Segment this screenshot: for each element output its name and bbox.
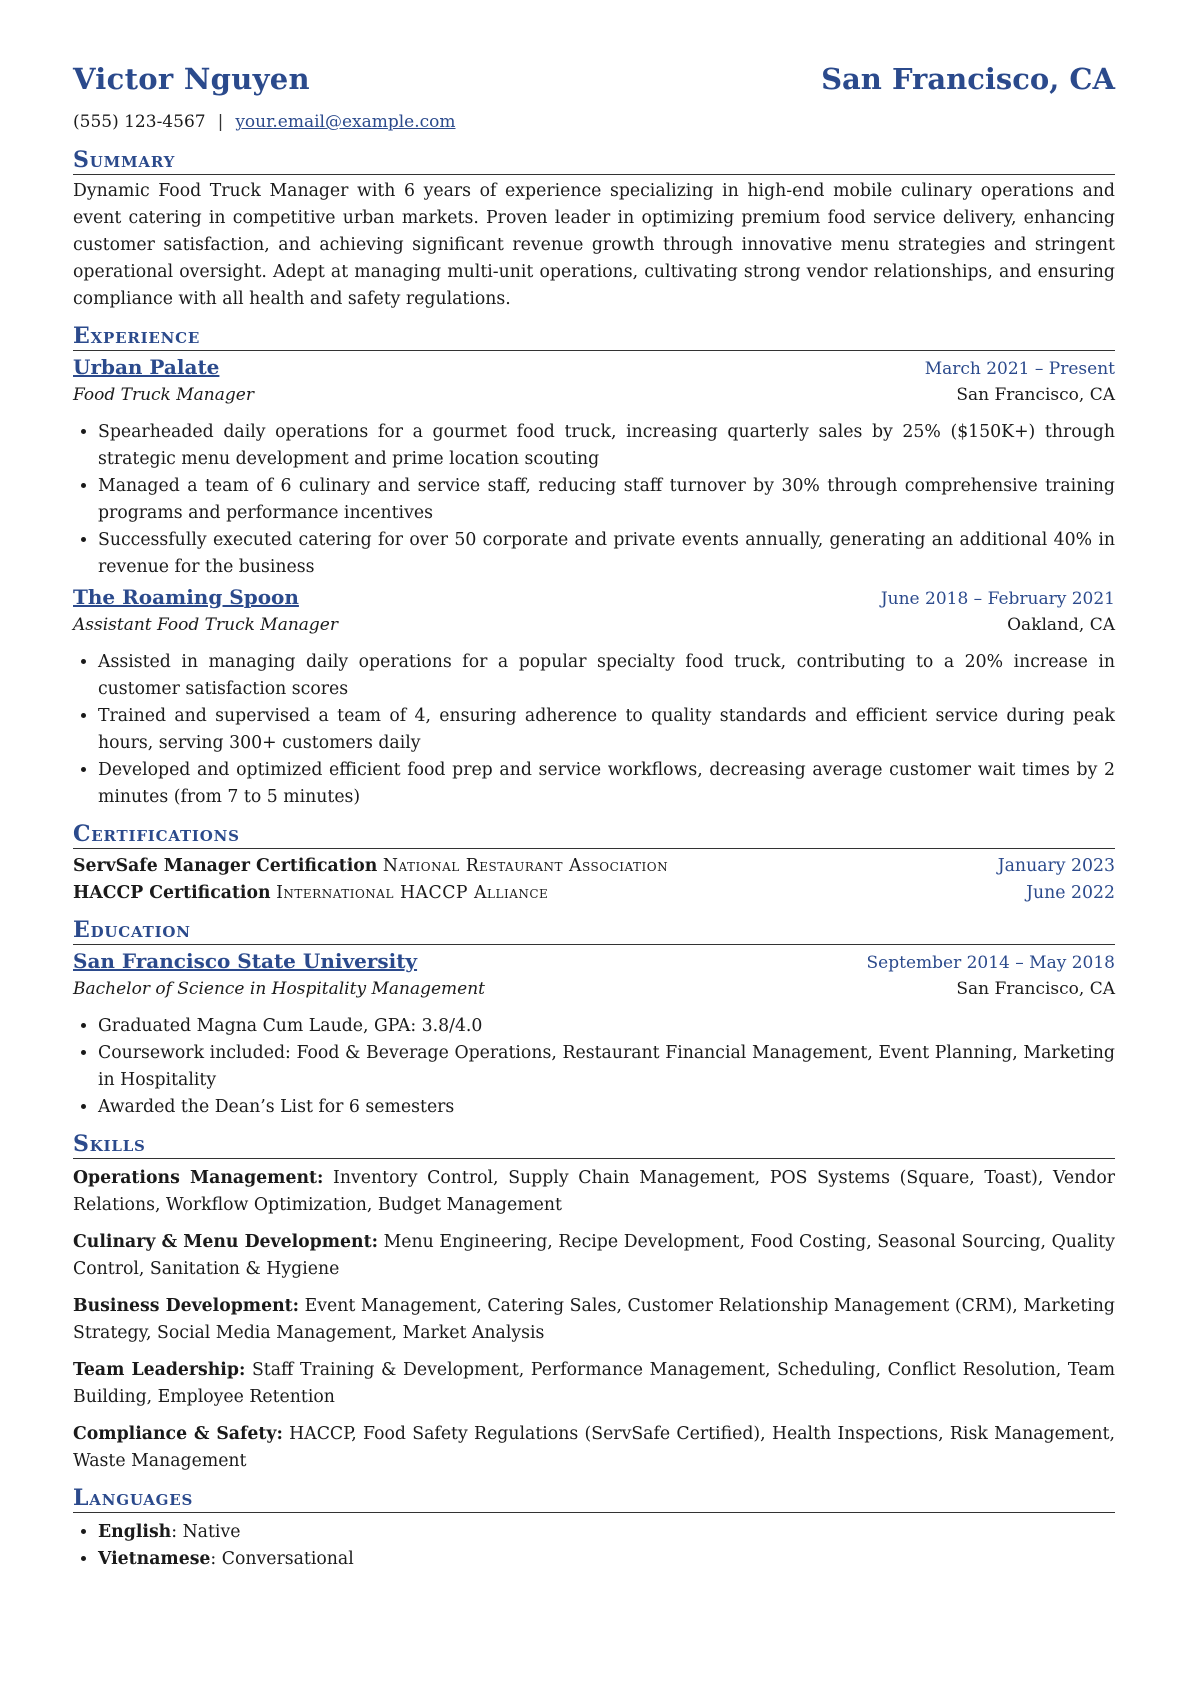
skill-category: Culinary & Menu Development: [73,1232,378,1252]
certification-date: January 2023 [997,856,1115,876]
certification-name: ServSafe Manager Certification [73,856,378,876]
list-item [98,1546,1115,1573]
certification-date: June 2022 [1026,883,1115,903]
skills-list [73,1165,1115,1475]
skill-category: Operations Management: [73,1168,324,1188]
certification-list [73,853,1115,907]
phone: (555) 123-4567 [73,112,206,132]
education-location: San Francisco, CA [956,979,1115,999]
list-item: • Assisted in managing daily operations for a popular specialty food truck, contributing to a 20% increase in customer satisfaction scores [98,649,1115,703]
language-level: : Conversational [210,1549,354,1569]
list-item [98,1519,1115,1546]
skill-items: Event Management, Catering Sales, Customer Relationship Management (CRM), Marketing Strategy, Social Media Management, Market Analysis [73,1296,1115,1343]
bullet-list [73,649,1115,811]
list-item: • Developed and optimized efficient food prep and service workflows, decreasing average customer wait times by 2 minutes (from 7 to 5 minutes) [98,757,1115,811]
list-item: • Spearheaded daily operations for a gourmet food truck, increasing quarterly sales by 25% ($150K+) through strategic menu development and prime location scouting [98,419,1115,473]
skill-group [73,1165,1115,1219]
skill-category: Team Leadership: [73,1360,246,1380]
bullet-list [73,1013,1115,1121]
list-item: • Coursework included: Food & Beverage Operations, Restaurant Financial Management, Event Planning, Marketing in Hospitality [98,1040,1115,1094]
job-title: Food Truck Manager [73,385,254,405]
skill-group [73,1357,1115,1411]
skill-group [73,1421,1115,1475]
job-location: San Francisco, CA [956,385,1115,405]
section-certifications-heading: Certifications [73,821,1115,849]
skill-items: HACCP, Food Safety Regulations (ServSafe Certified), Health Inspections, Risk Management, Waste Management [73,1424,1115,1471]
section-skills-heading: Skills [73,1131,1115,1159]
experience-entry [73,355,1115,581]
employment-dates: March 2021 – Present [924,359,1115,379]
education-dates: September 2014 – May 2018 [866,953,1115,973]
email-link[interactable]: your.email@example.com [235,112,456,132]
certification-issuer: International HACCP Alliance [276,883,549,903]
skill-items: Inventory Control, Supply Chain Management, POS Systems (Square, Toast), Vendor Relations, Workflow Optimization, Budget Management [73,1168,1115,1215]
language-list [73,1519,1115,1573]
section-experience-heading: Experience [73,323,1115,351]
certification-name: HACCP Certification [73,883,271,903]
job-location: Oakland, CA [1007,615,1115,635]
language-level: : Native [171,1522,241,1542]
candidate-city: San Francisco, CA [821,62,1115,96]
skill-category: Compliance & Safety: [73,1424,283,1444]
employment-dates: June 2018 – February 2021 [880,589,1115,609]
summary-text: Dynamic Food Truck Manager with 6 years of experience specializing in high-end mobile culinary operations and event catering in competitive urban markets. Proven leader in optimizing premium food service delivery, enhancing customer satisfaction, and achieving significant revenue growth through innovative menu strategies and stringent operational oversight. Adept at managing multi-unit operations, cultivating strong vendor relationships, and ensuring compliance with all health and safety regulations. [73,181,1115,309]
list-item: • Successfully executed catering for over 50 corporate and private events annually, generating an additional 40% in revenue for the business [98,527,1115,581]
section-summary-heading: Summary [73,147,1115,175]
list-item: • Trained and supervised a team of 4, ensuring adherence to quality standards and efficient service during peak hours, serving 300+ customers daily [98,703,1115,757]
degree: Bachelor of Science in Hospitality Management [73,979,485,999]
certification-row [73,853,1115,880]
skill-items: Staff Training & Development, Performance Management, Scheduling, Conflict Resolution, Team Building, Employee Retention [73,1360,1115,1407]
education-entry [73,949,1115,1121]
language-name: English [98,1522,172,1542]
skill-group [73,1229,1115,1283]
section-languages-heading: Languages [73,1485,1115,1513]
list-item: • Managed a team of 6 culinary and service staff, reducing staff turnover by 30% through comprehensive training programs and performance incentives [98,473,1115,527]
employer-name[interactable]: Urban Palate [73,355,220,379]
contact-separator: | [217,112,224,132]
contact-line [73,108,1115,136]
list-item: • Awarded the Dean’s List for 6 semesters [98,1094,1115,1121]
list-item: • Graduated Magna Cum Laude, GPA: 3.8/4.0 [98,1013,1115,1040]
section-education-heading: Education [73,917,1115,945]
skill-items: Menu Engineering, Recipe Development, Food Costing, Seasonal Sourcing, Quality Control, Sanitation & Hygiene [73,1232,1115,1279]
bullet-list [73,419,1115,581]
language-name: Vietnamese [98,1549,211,1569]
school-name[interactable]: San Francisco State University [73,949,418,973]
certification-issuer: National Restaurant Association [382,856,669,876]
employer-name[interactable]: The Roaming Spoon [73,585,299,609]
job-title: Assistant Food Truck Manager [73,615,338,635]
candidate-name: Victor Nguyen [73,62,310,96]
header [73,62,1115,106]
skill-category: Business Development: [73,1296,300,1316]
certification-row [73,880,1115,907]
experience-entry [73,585,1115,811]
skill-group [73,1293,1115,1347]
